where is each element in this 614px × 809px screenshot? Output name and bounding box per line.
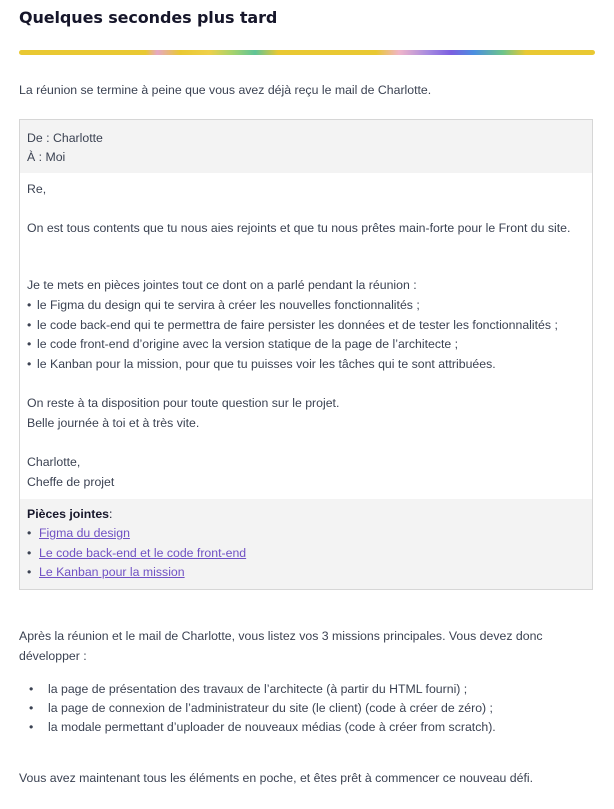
list-item: • la page de connexion de l’administrateur du site (le client) (code à créer de zéro) ; [29,701,493,715]
list-item: • le Figma du design qui te servira à créer les nouvelles fonctionnalités ; [27,298,420,312]
attachments-section [20,499,592,589]
email-para2: Je te mets en pièces jointes tout ce dont on a parlé pendant la réunion : [27,278,417,292]
email-greeting: Re, [27,182,47,196]
email-closing: Belle journée à toi et à très vite. [27,416,200,430]
rainbow-divider [19,50,595,55]
email-to: À : Moi [27,150,66,164]
attachment-link-code[interactable]: Le code back-end et le code front-end [39,546,247,560]
email-header [20,120,592,173]
page-title: Quelques secondes plus tard [19,8,278,27]
attachment-link-figma[interactable]: Figma du design [39,526,130,540]
email-from: De : Charlotte [27,131,103,145]
email-para1: On est tous contents que tu nous aies rejoints et que tu nous prêtes main-forte pour le Front du site. [27,221,571,235]
attachment-item: • Le Kanban pour la mission [27,565,185,579]
email-card [19,119,593,590]
intro-text: La réunion se termine à peine que vous avez déjà reçu le mail de Charlotte. [19,83,432,97]
after-meeting-text: Après la réunion et le mail de Charlotte, vous listez vos 3 missions principales. Vous devez donc développer : [19,629,543,663]
list-item: • la page de présentation des travaux de l’architecte (à partir du HTML fourni) ; [29,682,468,696]
attachment-item: • Le code back-end et le code front-end [27,546,247,560]
list-item: • le Kanban pour la mission, pour que tu puisses voir les tâches qui te sont attribuées. [27,357,496,371]
list-item: • le code back-end qui te permettra de faire persister les données et de tester les fonctionnalités ; [27,318,558,332]
list-item: • le code front-end d’origine avec la version statique de la page de l’architecte ; [27,337,459,351]
attachments-title: Pièces jointes: [27,507,113,521]
list-item: • la modale permettant d’uploader de nouveaux médias (code à créer from scratch). [29,720,496,734]
final-text: Vous avez maintenant tous les éléments en poche, et êtes prêt à commencer ce nouveau défi. [19,771,534,785]
email-closing: On reste à ta disposition pour toute question sur le projet. [27,396,340,410]
email-signature-name: Charlotte, [27,455,81,469]
attachment-item: • Figma du design [27,526,130,540]
email-signature-role: Cheffe de projet [27,475,115,489]
attachment-link-kanban[interactable]: Le Kanban pour la mission [39,565,185,579]
